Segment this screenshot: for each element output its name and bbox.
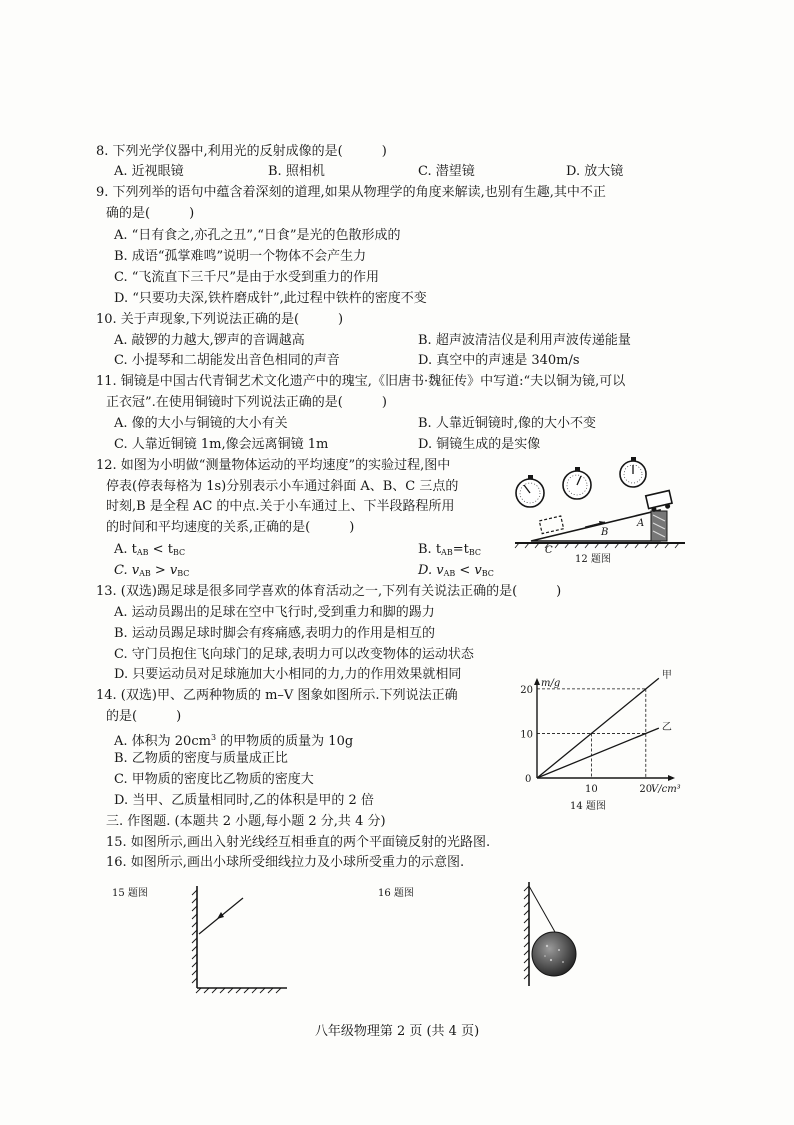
- q12-stem-line2: 停表(停表每格为 1s)分别表示小车通过斜面 A、B、C 三点的: [106, 479, 459, 494]
- y-axis-label: m/g: [541, 678, 561, 689]
- q11-option-c: C. 人靠近铜镜 1m,像会远离铜镜 1m: [114, 437, 329, 452]
- figure-15-caption: 15 题图: [112, 888, 148, 899]
- q12-option-d: D. $v_{AB} < v_{BC}$: [418, 563, 494, 578]
- x-axis-label: V/cm³: [651, 784, 681, 795]
- q10-stem: 10. 关于声现象,下列说法正确的是( ): [96, 312, 344, 327]
- figure-12-label-a: A: [637, 518, 645, 529]
- q12-stem-line4: 的时间和平均速度的关系,正确的是( ): [106, 520, 355, 535]
- figure-15: [185, 880, 295, 1000]
- q12-option-b: B. $t_{AB}=t_{BC}$: [418, 542, 481, 557]
- q15-stem: 15. 如图所示,画出入射光线经互相垂直的两个平面镜反射的光路图.: [106, 835, 491, 850]
- figure-12-label-b: B: [601, 527, 609, 538]
- x-tick-label-20: 20: [639, 784, 653, 795]
- stopwatch-icon: [620, 457, 646, 487]
- q10-option-a: A. 敲锣的力越大,锣声的音调越高: [114, 333, 305, 348]
- q12-stem-line1: 12. 如图为小明做“测量物体运动的平均速度”的实验过程,图中: [96, 458, 451, 473]
- q8-stem: 8. 下列光学仪器中,利用光的反射成像的是( ): [96, 144, 387, 159]
- figure-16-caption: 16 题图: [378, 888, 414, 899]
- stopwatch-icon: [563, 467, 591, 499]
- x-tick-label-10: 10: [585, 784, 598, 795]
- q9-option-c: C. “飞流直下三千尺”是由于水受到重力的作用: [114, 270, 380, 285]
- q8-option-d: D. 放大镜: [566, 164, 624, 179]
- q11-stem-line2: 正衣冠”.在使用铜镜时下列说法正确的是( ): [106, 395, 387, 410]
- series-jia-line: [537, 678, 659, 778]
- q13-option-d: D. 只要运动员对足球施加大小相同的力,力的作用效果就相同: [114, 667, 462, 682]
- q9-option-a: A. “日有食之,亦孔之丑”,“日食”是光的色散形成的: [114, 228, 401, 243]
- q8-option-c: C. 潜望镜: [418, 164, 475, 179]
- q11-option-d: D. 铜镜生成的是实像: [418, 437, 541, 452]
- q10-option-d: D. 真空中的声速是 340m/s: [418, 353, 580, 368]
- q9-stem-line2: 确的是( ): [106, 206, 195, 221]
- figure-12: [505, 455, 695, 565]
- q11-stem-line1: 11. 铜镜是中国古代青铜艺术文化遗产中的瑰宝,《旧唐书·魏征传》中写道:“夫以铜为镜,可以: [96, 374, 626, 389]
- q10-option-b: B. 超声波清洁仪是利用声波传递能量: [418, 333, 631, 348]
- q12-option-a: A. $t_{AB} < t_{BC}$: [114, 542, 186, 557]
- figure-12-label-c: C: [545, 545, 553, 556]
- arrow-icon: [217, 912, 224, 919]
- q16-stem: 16. 如图所示,画出小球所受细线拉力及小球所受重力的示意图.: [106, 855, 465, 870]
- series-yi-label: 乙: [661, 722, 672, 734]
- q8-option-b: B. 照相机: [268, 164, 325, 179]
- series-jia-label: 甲: [661, 670, 672, 682]
- q9-option-d: D. “只要功夫深,铁杵磨成针”,此过程中铁杵的密度不变: [114, 291, 427, 306]
- figure-12-caption: 12 题图: [575, 554, 611, 565]
- q12-option-c: C. $v_{AB} > v_{BC}$: [114, 563, 190, 578]
- q10-option-c: C. 小提琴和二胡能发出音色相同的声音: [114, 353, 340, 368]
- q12-stem-line3: 时刻,B 是全程 AC 的中点.关于小车通过上、下半段路程所用: [106, 499, 455, 514]
- q11-option-b: B. 人靠近铜镜时,像的大小不变: [418, 416, 596, 431]
- y-tick-label-20: 20: [520, 684, 533, 696]
- origin-label: 0: [525, 774, 532, 785]
- q14-option-a: A. 体积为 $20cm^3$ 的甲物质的质量为 10g: [114, 733, 354, 749]
- stopwatch-icon: [516, 475, 544, 507]
- q8-option-a: A. 近视眼镜: [114, 164, 184, 179]
- q9-option-b: B. 成语“孤掌难鸣”说明一个物体不会产生力: [114, 249, 367, 264]
- q14-option-d: D. 当甲、乙质量相同时,乙的体积是甲的 2 倍: [114, 793, 374, 808]
- q14-stem-line1: 14. (双选)甲、乙两种物质的 m–V 图象如图所示.下列说法正确: [96, 688, 458, 703]
- figure-14-caption: 14 题图: [570, 801, 606, 812]
- q13-option-b: B. 运动员踢足球时脚会有疼痛感,表明力的作用是相互的: [114, 626, 435, 641]
- q13-option-c: C. 守门员抱住飞向球门的足球,表明力可以改变物体的运动状态: [114, 647, 474, 662]
- q9-stem-line1: 9. 下列列举的语句中蕴含着深刻的道理,如果从物理学的角度来解读,也别有生趣,其中不正: [96, 185, 606, 200]
- y-tick-label-10: 10: [520, 729, 533, 741]
- page-footer: 八年级物理第 2 页 (共 4 页): [314, 1024, 480, 1039]
- q13-option-a: A. 运动员踢出的足球在空中飞行时,受到重力和脚的踢力: [114, 605, 435, 620]
- series-yi-line: [537, 728, 659, 778]
- q13-stem: 13. (双选)踢足球是很多同学喜欢的体育活动之一,下列有关说法正确的是( ): [96, 584, 562, 599]
- ball-icon: [532, 932, 576, 976]
- section-3-title: 三. 作图题. (本题共 2 小题,每小题 2 分,共 4 分): [106, 814, 386, 829]
- figure-16: [515, 880, 595, 990]
- figure-14-chart: [505, 672, 695, 812]
- q14-stem-line2: 的是( ): [106, 709, 182, 724]
- q14-option-c: C. 甲物质的密度比乙物质的密度大: [114, 772, 314, 787]
- q11-option-a: A. 像的大小与铜镜的大小有关: [114, 416, 288, 431]
- q14-option-b: B. 乙物质的密度与质量成正比: [114, 751, 288, 766]
